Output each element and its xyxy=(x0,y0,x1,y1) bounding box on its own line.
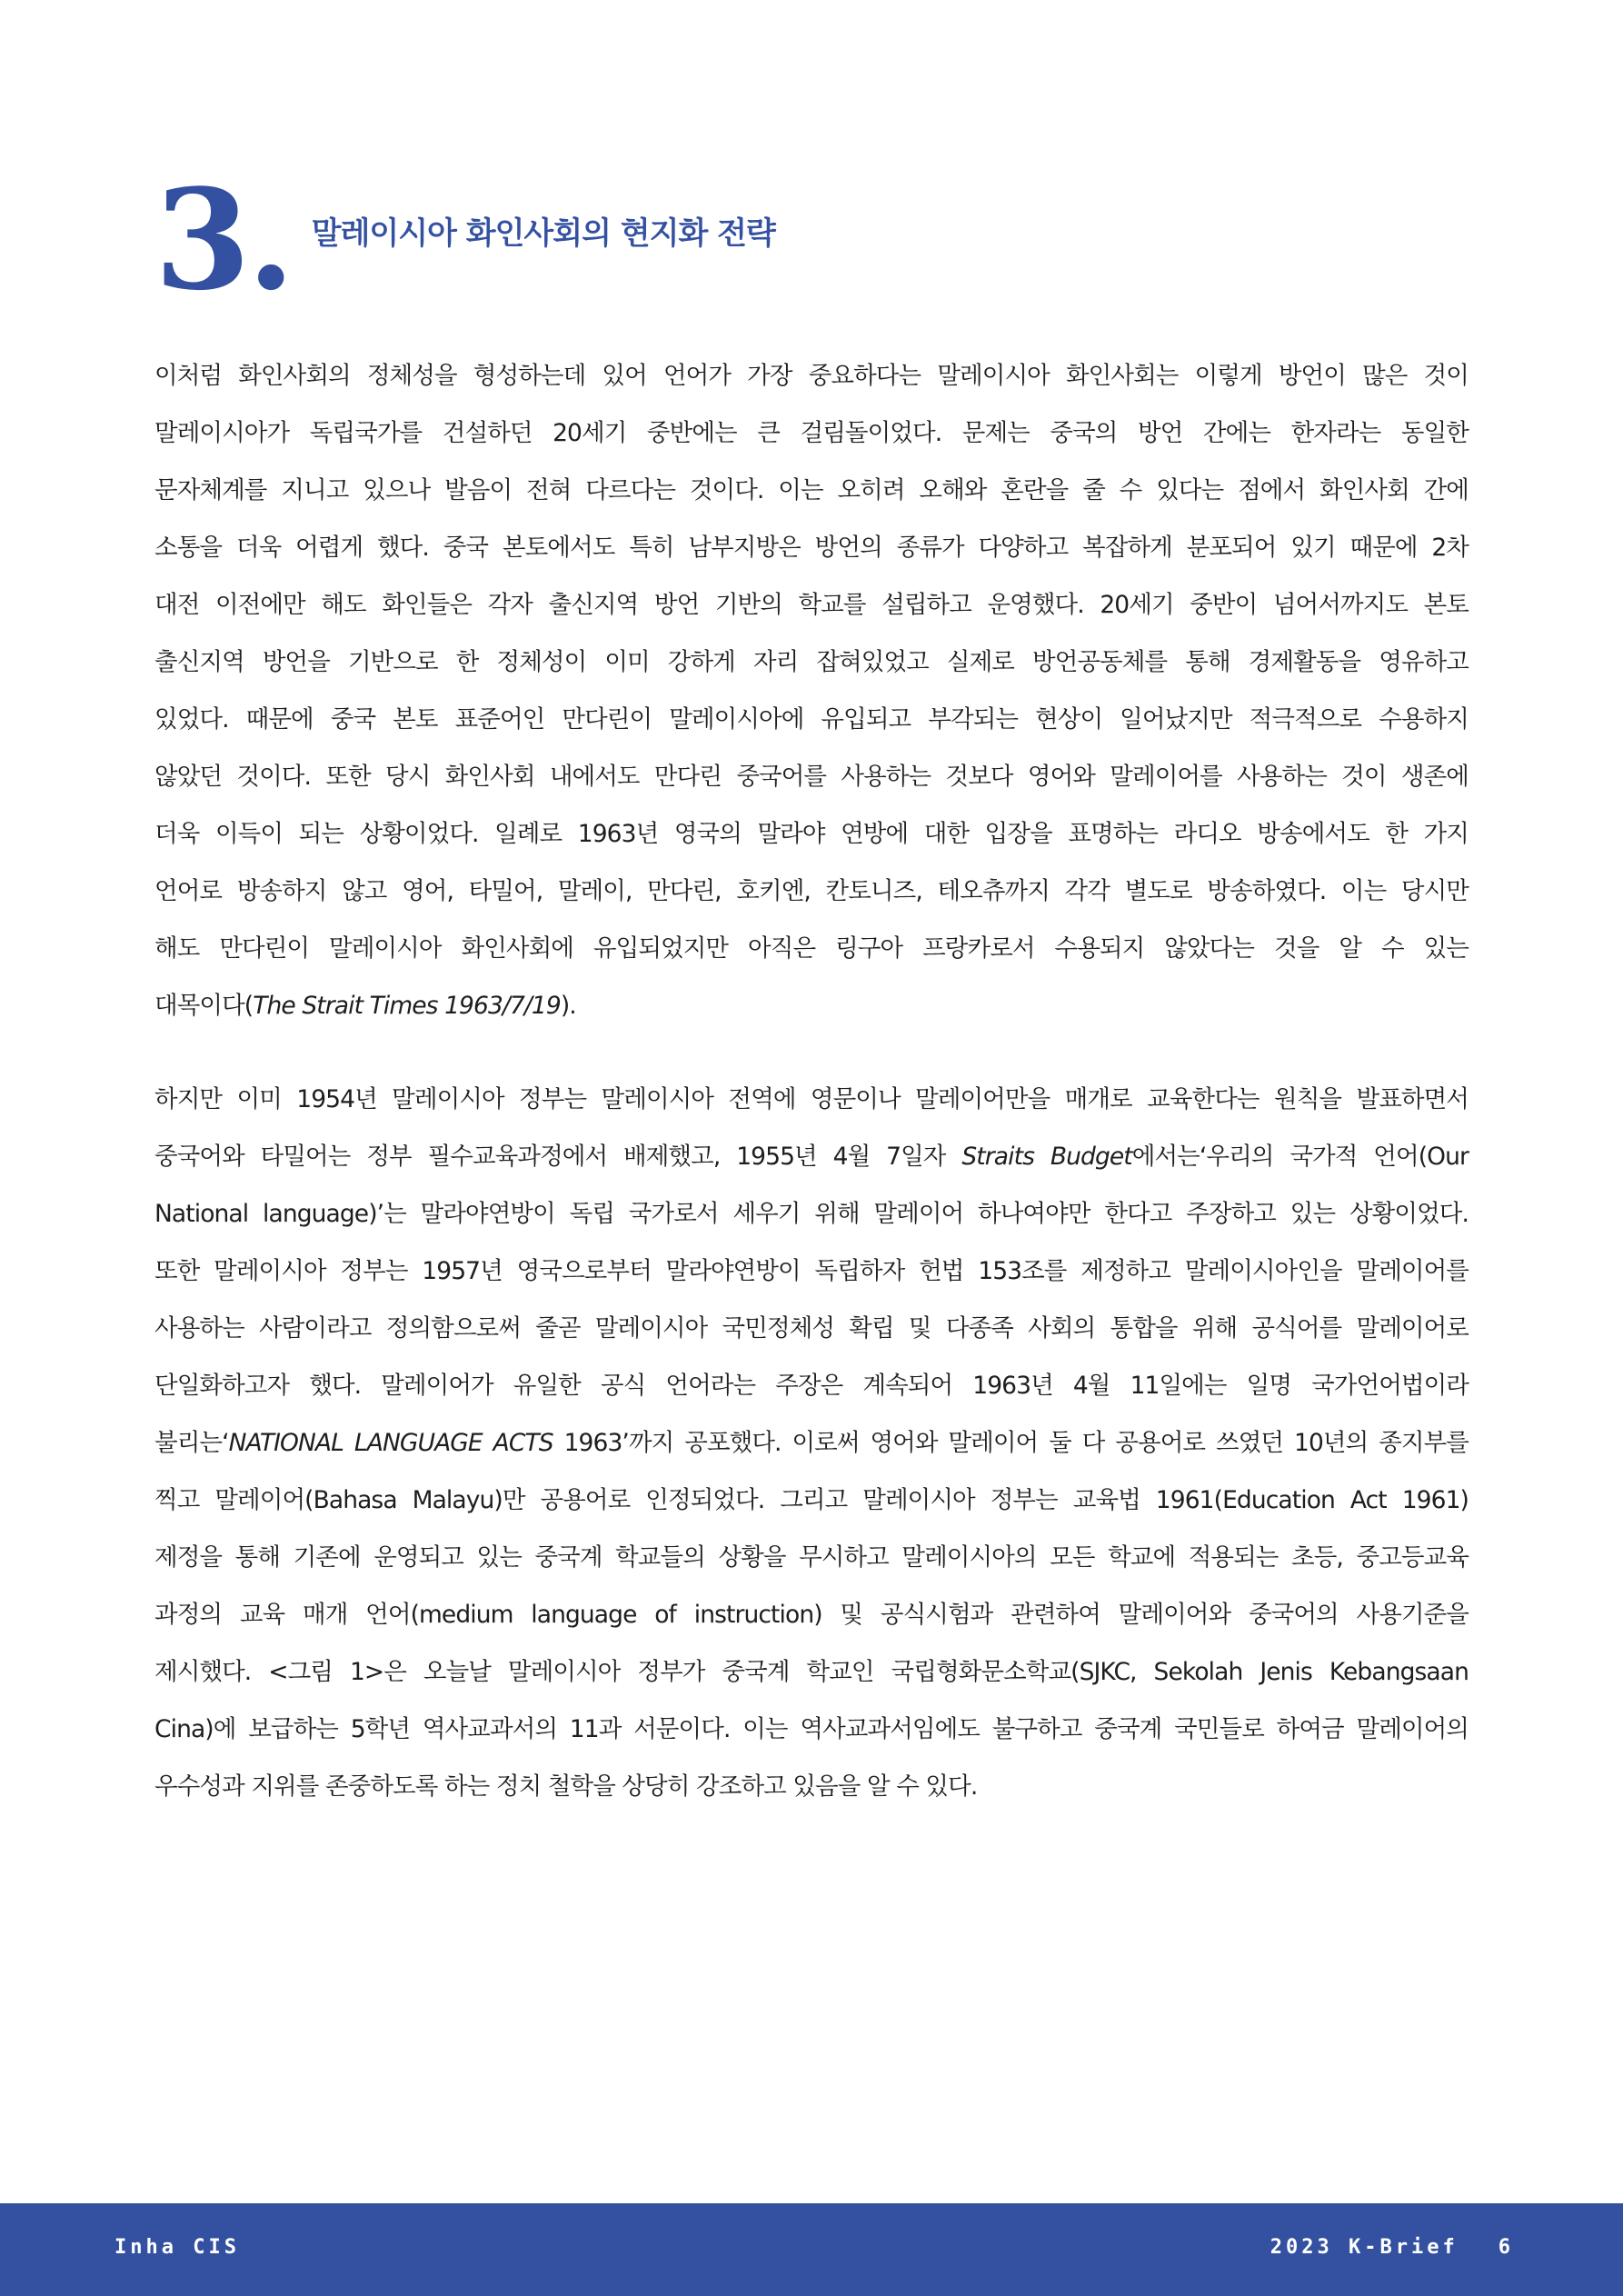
paragraph-2 xyxy=(154,1071,1469,1815)
text-fragment: 대목이다( xyxy=(154,992,254,1020)
text-line xyxy=(154,1414,1469,1472)
text-line: 있었다. 때문에 중국 본토 표준어인 만다린이 말레이시아에 유입되고 부각되는 현상이 일어났지만 적극적으로 수용하지 xyxy=(154,705,1469,734)
section-number: 3. xyxy=(154,158,292,321)
text-fragment: 중국어와 타밀어는 정부 필수교육과정에서 배제했고, 1955년 4월 7일자 xyxy=(154,1143,962,1171)
text-line: 더욱 이득이 되는 상황이었다. 일례로 1963년 영국의 말라야 연방에 대한 입장을 표명하는 라디오 방송에서도 한 가지 xyxy=(154,820,1469,848)
text-line: 과정의 교육 매개 언어(medium language of instruction) 및 공식시험과 관련하여 말레이어와 중국어의 사용기준을 xyxy=(154,1601,1469,1629)
text-fragment: 에서는‘우리의 국가적 언어(Our xyxy=(1131,1143,1469,1171)
text-line: 소통을 더욱 어렵게 했다. 중국 본토에서도 특히 남부지방은 방언의 종류가 다양하고 복잡하게 분포되어 있기 때문에 2차 xyxy=(154,534,1469,562)
text-line: 않았던 것이다. 또한 당시 화인사회 내에서도 만다린 중국어를 사용하는 것보다 영어와 말레이어를 사용하는 것이 생존에 xyxy=(154,763,1469,791)
footer-publication xyxy=(1270,2236,1514,2259)
section-heading xyxy=(154,158,775,321)
text-line: 제정을 통해 기존에 운영되고 있는 중국계 학교들의 상황을 무시하고 말레이시아의 모든 학교에 적용되는 초등, 중고등교육 xyxy=(154,1543,1469,1572)
text-line: 대전 이전에만 해도 화인들은 각자 출신지역 방언 기반의 학교를 설립하고 운영했다. 20세기 중반이 넘어서까지도 본토 xyxy=(154,591,1469,619)
text-line: 제시했다. <그림 1>은 오늘날 말레이시아 정부가 중국계 학교인 국립형화문소학교(SJKC, Sekolah Jenis Kebangsaan xyxy=(154,1658,1469,1686)
page-footer xyxy=(0,2203,1623,2296)
text-fragment: 불리는‘ xyxy=(154,1429,229,1457)
text-line: 하지만 이미 1954년 말레이시아 정부는 말레이시아 전역에 영문이나 말레이어만을 매개로 교육한다는 원칙을 발표하면서 xyxy=(154,1085,1469,1113)
publication-title: Straits Budget xyxy=(961,1143,1132,1171)
text-line: 이처럼 화인사회의 정체성을 형성하는데 있어 언어가 가장 중요하다는 말레이시아 화인사회는 이렇게 방언이 많은 것이 xyxy=(154,362,1469,390)
text-line xyxy=(154,977,1469,1034)
text-line: 사용하는 사람이라고 정의함으로써 줄곧 말레이시아 국민정체성 확립 및 다종족 사회의 통합을 위해 공식어를 말레이어로 xyxy=(154,1314,1469,1343)
text-line: 언어로 방송하지 않고 영어, 타밀어, 말레이, 만다린, 호키엔, 칸토니즈, 테오츄까지 각각 별도로 방송하였다. 이는 당시만 xyxy=(154,877,1469,905)
text-line: Cina)에 보급하는 5학년 역사교과서의 11과 서문이다. 이는 역사교과서임에도 불구하고 중국계 국민들로 하여금 말레이어의 xyxy=(154,1715,1469,1743)
footer-series: 2023 K-Brief xyxy=(1270,2236,1459,2259)
paragraph-1 xyxy=(154,347,1469,1034)
text-line: 또한 말레이시아 정부는 1957년 영국으로부터 말라야연방이 독립하자 헌법 153조를 제정하고 말레이시아인을 말레이어를 xyxy=(154,1257,1469,1285)
text-line: 해도 만다린이 말레이시아 화인사회에 유입되었지만 아직은 링구아 프랑카로서 수용되지 않았다는 것을 알 수 있는 xyxy=(154,934,1469,963)
page-number: 6 xyxy=(1498,2236,1514,2259)
text-line: National language)’는 말라야연방이 독립 국가로서 세우기 위해 말레이어 하나여야만 한다고 주장하고 있는 상황이었다. xyxy=(154,1200,1469,1228)
citation-source: The Strait Times 1963/7/19 xyxy=(253,992,561,1020)
text-line xyxy=(154,1128,1469,1185)
text-line: 출신지역 방언을 기반으로 한 정체성이 이미 강하게 자리 잡혀있었고 실제로 방언공동체를 통해 경제활동을 영유하고 xyxy=(154,648,1469,676)
footer-publisher: Inha CIS xyxy=(115,2236,240,2259)
act-title: NATIONAL LANGUAGE ACTS xyxy=(228,1429,553,1457)
text-line: 문자체계를 지니고 있으나 발음이 전혀 다르다는 것이다. 이는 오히려 오해와 혼란을 줄 수 있다는 점에서 화인사회 간에 xyxy=(154,476,1469,504)
text-line: 찍고 말레이어(Bahasa Malayu)만 공용어로 인정되었다. 그리고 말레이시아 정부는 교육법 1961(Education Act 1961) xyxy=(154,1486,1469,1514)
text-fragment: ). xyxy=(560,992,576,1020)
section-title: 말레이시아 화인사회의 현지화 전략 xyxy=(311,215,775,252)
text-line: 우수성과 지위를 존중하도록 하는 정치 철학을 상당히 강조하고 있음을 알 수 있다. xyxy=(154,1772,978,1801)
text-fragment: 1963’까지 공포했다. 이로써 영어와 말레이어 둘 다 공용어로 쓰였던 10년의 종지부를 xyxy=(553,1429,1469,1457)
text-line: 말레이시아가 독립국가를 건설하던 20세기 중반에는 큰 걸림돌이었다. 문제는 중국의 방언 간에는 한자라는 동일한 xyxy=(154,419,1469,447)
text-line: 단일화하고자 했다. 말레이어가 유일한 공식 언어라는 주장은 계속되어 1963년 4월 11일에는 일명 국가언어법이라 xyxy=(154,1372,1469,1400)
